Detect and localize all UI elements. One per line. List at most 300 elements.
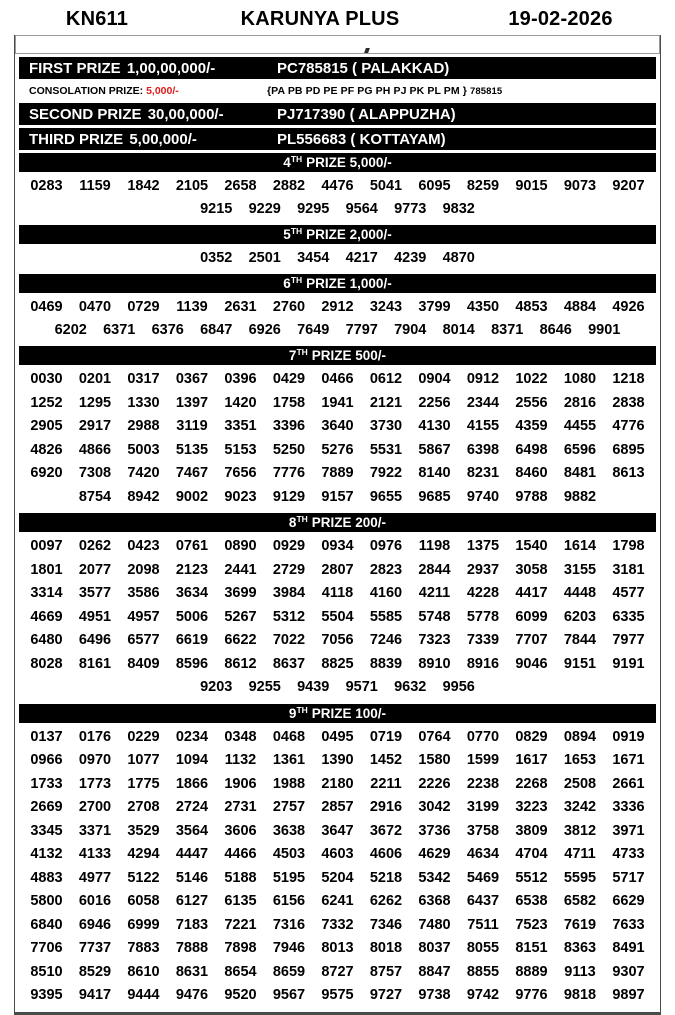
ticket-number: 9520 (224, 987, 257, 1003)
ticket-number: 6262 (369, 893, 403, 909)
prize-section-7 (15, 346, 660, 513)
ticket-number: 4711 (564, 846, 596, 862)
document-header (0, 0, 675, 35)
ticket-number: 1420 (224, 394, 257, 411)
ticket-number: 7898 (224, 940, 257, 956)
ticket-number: 4866 (78, 441, 112, 458)
ticket-number: 2226 (418, 775, 451, 792)
ticket-number: 2823 (369, 561, 403, 578)
ticket-number: 0770 (466, 728, 500, 745)
ticket-number: 9776 (515, 987, 548, 1003)
ticket-number: 5276 (321, 441, 354, 458)
ticket-number: 0890 (224, 538, 257, 554)
ticket-number: 0317 (127, 371, 160, 387)
ticket-number: 3640 (321, 418, 354, 434)
ticket-number: 9215 (200, 201, 233, 217)
ticket-number: 5595 (563, 869, 597, 886)
ticket-number: 8037 (418, 940, 451, 956)
ticket-number: 7480 (418, 916, 451, 933)
ticket-number: 4476 (321, 178, 354, 194)
second-prize-amount: 30,00,000/- (147, 105, 224, 123)
ticket-number: 7619 (563, 916, 597, 933)
ticket-number: 5122 (127, 869, 160, 886)
ticket-number: 5146 (175, 869, 209, 886)
ticket-number: 2211 (370, 775, 402, 792)
ticket-number: 0030 (30, 371, 63, 387)
ticket-number: 5504 (321, 608, 354, 625)
ticket-number: 6895 (612, 441, 645, 458)
ticket-number: 7221 (224, 916, 257, 933)
prize-section-6 (15, 274, 660, 346)
ticket-number: 0176 (78, 728, 112, 745)
ticket-number: 1390 (321, 752, 354, 768)
ticket-number: 5312 (272, 608, 306, 625)
ticket-number: 4155 (466, 418, 500, 434)
ticket-number: 3336 (612, 799, 645, 815)
first-prize-ticket: PC785815 ( PALAKKAD) (277, 59, 450, 77)
ticket-number: 9002 (175, 488, 209, 505)
second-prize-ticket: PJ717390 ( ALAPPUZHA) (277, 105, 456, 123)
first-prize-amount: 1,00,00,000/- (126, 59, 216, 77)
third-prize-row (19, 128, 656, 150)
ticket-number: 4211 (418, 585, 451, 601)
ticket-number: 7889 (321, 465, 354, 481)
ticket-number: 1773 (78, 775, 112, 792)
ticket-number: 2268 (515, 775, 548, 792)
ticket-number: 3736 (418, 822, 451, 839)
ticket-number: 8013 (321, 940, 354, 956)
ticket-number: 5188 (224, 869, 257, 886)
ticket-number: 4629 (418, 846, 451, 862)
ticket-number: 7323 (418, 632, 451, 648)
number-row (19, 629, 656, 653)
ticket-number: 8916 (466, 655, 500, 672)
ticket-number: 5204 (321, 869, 354, 886)
result-body (14, 35, 661, 1015)
prize-band-label: PRIZE 200/- (311, 515, 387, 530)
ticket-number: 6127 (175, 893, 209, 909)
ticket-number: 8529 (78, 963, 112, 980)
ticket-number: 5585 (369, 608, 403, 625)
ticket-number: 2256 (418, 394, 451, 411)
ticket-number: 7844 (563, 632, 597, 648)
ticket-number: 6619 (175, 632, 209, 648)
ticket-number: 8612 (224, 655, 257, 672)
ticket-number: 7183 (175, 916, 209, 933)
ticket-number: 2661 (612, 775, 645, 792)
ticket-number: 8646 (539, 322, 572, 338)
third-prize-label (19, 131, 277, 148)
ticket-number: 6398 (466, 441, 500, 458)
ticket-number: 4704 (515, 846, 548, 862)
ticket-number: 9073 (563, 178, 597, 194)
ticket-number: 5195 (272, 869, 306, 886)
ticket-number: 7946 (272, 940, 306, 956)
ticket-number: 7922 (369, 465, 403, 481)
ticket-number: 4455 (563, 418, 597, 434)
ticket-number: 6496 (78, 632, 112, 648)
ticket-number: 2760 (272, 299, 306, 315)
ticket-number: 3586 (127, 585, 160, 601)
number-row (19, 175, 656, 198)
ticket-number: 3454 (297, 250, 330, 266)
ticket-number: 4466 (224, 846, 257, 862)
ticket-number: 7883 (127, 940, 160, 956)
number-row (19, 606, 656, 630)
ticket-number: 2857 (321, 799, 354, 815)
ticket-number: 2669 (30, 799, 63, 815)
ticket-number: 7246 (369, 632, 403, 648)
ticket-number: 6202 (54, 322, 87, 338)
number-row (19, 392, 656, 416)
ticket-number: 3396 (272, 418, 306, 434)
ticket-number: 3243 (369, 299, 403, 315)
prize-ordinal-suffix: TH (290, 226, 303, 236)
ticket-number: 4870 (442, 250, 475, 266)
first-prize-label (19, 60, 277, 77)
ticket-number: 3730 (369, 418, 403, 434)
prize-band-label: PRIZE 5,000/- (306, 155, 392, 170)
ticket-number: 6596 (563, 441, 597, 458)
ticket-number: 4294 (127, 846, 160, 862)
ticket-number: 8889 (515, 963, 548, 980)
ticket-number: 4853 (515, 299, 548, 315)
ticket-number: 5717 (612, 869, 645, 886)
second-prize-title: SECOND PRIZE (29, 105, 142, 123)
ticket-number: 1733 (30, 775, 63, 792)
ticket-number: 2123 (175, 561, 209, 578)
number-row (19, 749, 656, 773)
ticket-number: 6582 (563, 893, 597, 909)
second-prize-row (19, 103, 656, 125)
ticket-number: 9901 (588, 322, 621, 338)
ticket-number: 1798 (612, 538, 645, 554)
ticket-number: 6920 (30, 465, 63, 481)
ticket-number: 1139 (176, 299, 208, 315)
prize-ordinal: 8 (288, 515, 297, 530)
ticket-number: 5006 (175, 608, 209, 625)
first-prize-row (19, 57, 656, 79)
ticket-number: 5800 (30, 893, 63, 909)
ticket-number: 8637 (272, 655, 306, 672)
ticket-number: 0470 (78, 299, 112, 315)
ticket-number: 9956 (442, 679, 475, 695)
ticket-number: 2729 (272, 561, 306, 578)
ticket-number: 8847 (418, 963, 451, 980)
ticket-number: 1842 (127, 178, 160, 194)
number-row (19, 937, 656, 961)
ticket-number: 5531 (369, 441, 403, 458)
ticket-number: 2180 (321, 775, 354, 792)
number-row (19, 653, 656, 677)
ticket-number: 1580 (418, 752, 451, 768)
ticket-number: 1397 (175, 394, 209, 411)
ticket-number: 7339 (466, 632, 500, 648)
ticket-number: 0912 (466, 371, 500, 387)
number-row (19, 984, 656, 1008)
number-grid-7 (19, 365, 656, 513)
ticket-number: 1077 (127, 752, 160, 768)
ticket-number: 1540 (515, 538, 548, 554)
ticket-number: 7308 (78, 465, 112, 481)
ticket-number: 1080 (563, 371, 597, 387)
ticket-number: 7022 (272, 632, 306, 648)
ticket-number: 3199 (466, 799, 500, 815)
ticket-number: 3971 (612, 822, 645, 839)
ticket-number: 1801 (30, 561, 63, 578)
number-row (19, 368, 656, 392)
ticket-number: 8363 (563, 940, 597, 956)
ticket-number: 1022 (515, 371, 548, 387)
ticket-number: 8839 (369, 655, 403, 672)
ticket-number: 0729 (127, 299, 160, 315)
ticket-number: 0367 (175, 371, 209, 387)
ticket-number: 4448 (563, 585, 597, 601)
ticket-number: 4884 (563, 299, 597, 315)
ticket-number: 4577 (612, 585, 645, 601)
ticket-number: 9295 (297, 201, 330, 217)
ticket-number: 2344 (466, 394, 500, 411)
ticket-number: 9395 (30, 987, 63, 1003)
ticket-number: 3371 (78, 822, 112, 839)
prize-band-9 (19, 704, 656, 723)
ticket-number: 0283 (30, 178, 63, 194)
prize-band-8 (19, 513, 656, 532)
ticket-number: 9203 (200, 679, 233, 695)
prize-section-4 (15, 153, 660, 225)
ticket-number: 3155 (563, 561, 597, 578)
ticket-number: 0396 (224, 371, 257, 387)
ticket-number: 7649 (297, 322, 330, 338)
number-row (19, 676, 656, 700)
ticket-number: 2757 (272, 799, 306, 815)
ticket-number: 9191 (612, 655, 645, 672)
number-row (19, 439, 656, 463)
ticket-number: 2988 (127, 418, 160, 434)
ticket-number: 7316 (272, 916, 306, 933)
ticket-number: 1159 (79, 178, 111, 194)
ticket-number: 3314 (30, 585, 63, 601)
number-row (19, 890, 656, 914)
ticket-number: 3647 (321, 822, 354, 839)
ticket-number: 9655 (369, 488, 403, 505)
ticket-number: 8757 (369, 963, 403, 980)
ticket-number: 9229 (248, 201, 281, 217)
ticket-number: 1775 (127, 775, 160, 792)
ticket-number: 4669 (30, 608, 63, 625)
ticket-number: 8613 (612, 465, 645, 481)
ticket-number: 2105 (175, 178, 209, 194)
ticket-number: 3758 (466, 822, 500, 839)
ticket-number: 2844 (418, 561, 451, 578)
ticket-number: 4228 (466, 585, 500, 601)
prize-ordinal-suffix: TH (296, 514, 308, 524)
ticket-number: 7737 (78, 940, 112, 956)
ticket-number: 3606 (224, 822, 257, 839)
ticket-number: 6498 (515, 441, 548, 458)
ticket-number: 3058 (515, 561, 548, 578)
ticket-number: 2121 (369, 394, 403, 411)
ticket-number: 7797 (345, 322, 378, 338)
prize-band-label: PRIZE 2,000/- (306, 227, 392, 242)
ticket-number: 6335 (612, 608, 645, 625)
ticket-number: 0934 (321, 538, 354, 554)
ticket-number: 3042 (418, 799, 451, 815)
ticket-number: 1617 (515, 752, 548, 768)
ticket-number: 1452 (369, 752, 403, 768)
ticket-number: 9151 (563, 655, 597, 672)
ticket-number: 8596 (175, 655, 209, 672)
ticket-number: 3345 (30, 822, 63, 839)
ticket-number: 8659 (272, 963, 306, 980)
ticket-number: 1252 (30, 394, 63, 411)
ticket-number: 8028 (30, 655, 63, 672)
number-row (19, 559, 656, 583)
third-prize-ticket: PL556683 ( KOTTAYAM) (277, 130, 446, 148)
number-row (19, 415, 656, 439)
prize-ordinal: 7 (288, 348, 297, 363)
ticket-number: 8910 (418, 655, 451, 672)
ticket-number: 0829 (515, 728, 548, 745)
ticket-number: 7888 (175, 940, 209, 956)
ticket-number: 9157 (321, 488, 354, 505)
ticket-number: 6926 (248, 322, 281, 338)
ticket-number: 8510 (30, 963, 63, 980)
ticket-number: 8409 (127, 655, 160, 672)
ticket-number: 6095 (418, 178, 451, 194)
prize-ordinal-suffix: TH (296, 704, 308, 715)
ticket-number: 4733 (612, 846, 645, 862)
ticket-number: 0466 (321, 371, 354, 387)
ticket-number: 3812 (563, 822, 597, 839)
ticket-number: 2731 (224, 799, 257, 815)
ticket-number: 0894 (563, 728, 597, 745)
ticket-number: 0919 (612, 728, 645, 745)
consolation-amount: 5,000/- (146, 85, 179, 97)
ticket-number: 0469 (30, 299, 63, 315)
ticket-number: 9129 (272, 488, 306, 505)
ticket-number: 6629 (612, 893, 645, 909)
prize-band-5 (19, 225, 656, 244)
ticket-number: 2724 (175, 799, 209, 815)
ticket-number: 4957 (127, 608, 160, 625)
prize-ordinal: 4 (283, 155, 291, 170)
ticket-number: 6368 (418, 893, 451, 909)
ticket-number: 3634 (175, 585, 209, 601)
ticket-number: 2631 (224, 299, 257, 315)
ticket-number: 4130 (418, 418, 451, 434)
ticket-number: 1988 (272, 775, 306, 792)
ticket-number: 4217 (345, 250, 378, 266)
ticket-number: 2807 (321, 561, 354, 578)
lottery-title: KARUNYA PLUS (240, 8, 400, 30)
ticket-number: 6577 (127, 632, 160, 648)
number-grid-5 (19, 244, 656, 274)
consolation-series-group (267, 85, 656, 97)
ticket-number: 4977 (78, 869, 112, 886)
ticket-number: 9897 (612, 987, 645, 1003)
ticket-number: 8491 (612, 940, 645, 956)
ticket-number: 3529 (127, 822, 160, 839)
number-row (19, 486, 656, 510)
ticket-number: 9788 (515, 488, 548, 505)
ticket-number: 5867 (418, 441, 451, 458)
ticket-number: 4359 (515, 418, 548, 434)
ticket-number: 3223 (515, 799, 548, 815)
ticket-number: 0423 (127, 538, 160, 554)
stray-mark-icon (364, 48, 370, 53)
ticket-number: 8855 (466, 963, 500, 980)
ticket-number: 3699 (224, 585, 257, 601)
ticket-number: 0719 (369, 728, 403, 745)
number-row (19, 296, 656, 319)
ticket-number: 8259 (466, 178, 500, 194)
ticket-number: 6376 (151, 322, 184, 338)
ticket-number: 4883 (30, 869, 63, 886)
prize-band-7 (19, 346, 656, 365)
ticket-number: 4926 (612, 299, 645, 315)
ticket-number: 2912 (321, 299, 354, 315)
ticket-number: 2077 (78, 561, 112, 578)
ticket-number: 9207 (612, 178, 645, 194)
ticket-number: 1614 (563, 538, 597, 554)
prize-band-6 (19, 274, 656, 293)
ticket-number: 7056 (321, 632, 354, 648)
prize-band-label: PRIZE 100/- (311, 705, 387, 721)
number-row (19, 247, 656, 270)
ticket-number: 4133 (78, 846, 112, 862)
ticket-number: 2556 (515, 394, 548, 411)
ticket-number: 3119 (176, 418, 208, 434)
ticket-number: 1132 (224, 752, 257, 768)
number-row (19, 198, 656, 221)
ticket-number: 0468 (272, 728, 306, 745)
number-row (19, 843, 656, 867)
third-prize-title: THIRD PRIZE (29, 130, 124, 148)
ticket-number: 3577 (78, 585, 112, 601)
ticket-number: 9575 (321, 987, 354, 1003)
consolation-number: 785815 (469, 86, 503, 97)
prize-ordinal: 9 (288, 705, 297, 721)
ticket-number: 6847 (200, 322, 233, 338)
draw-date: 19-02-2026 (508, 8, 613, 30)
ticket-number: 0229 (127, 728, 160, 745)
ticket-number: 3564 (175, 822, 209, 839)
ticket-number: 3181 (612, 561, 645, 578)
ticket-number: 9832 (442, 201, 475, 217)
ticket-number: 8151 (515, 940, 548, 956)
ticket-number: 4417 (515, 585, 548, 601)
ticket-number: 5003 (127, 441, 160, 458)
ticket-number: 8055 (466, 940, 500, 956)
lottery-code: KN611 (65, 8, 129, 30)
ticket-number: 4447 (175, 846, 209, 862)
ticket-number: 3672 (369, 822, 403, 839)
ticket-number: 0137 (30, 728, 63, 745)
ticket-number: 7776 (272, 465, 306, 481)
prize-ordinal: 5 (283, 227, 291, 242)
ticket-number: 9571 (345, 679, 378, 695)
ticket-number: 4503 (272, 846, 306, 862)
ticket-number: 5153 (224, 441, 257, 458)
prize-section-8 (15, 513, 660, 704)
ticket-number: 1295 (78, 394, 112, 411)
ticket-number: 6099 (515, 608, 548, 625)
number-row (19, 773, 656, 797)
number-grid-9 (19, 723, 656, 1012)
ticket-number: 7707 (515, 632, 548, 648)
ticket-number: 1599 (466, 752, 500, 768)
